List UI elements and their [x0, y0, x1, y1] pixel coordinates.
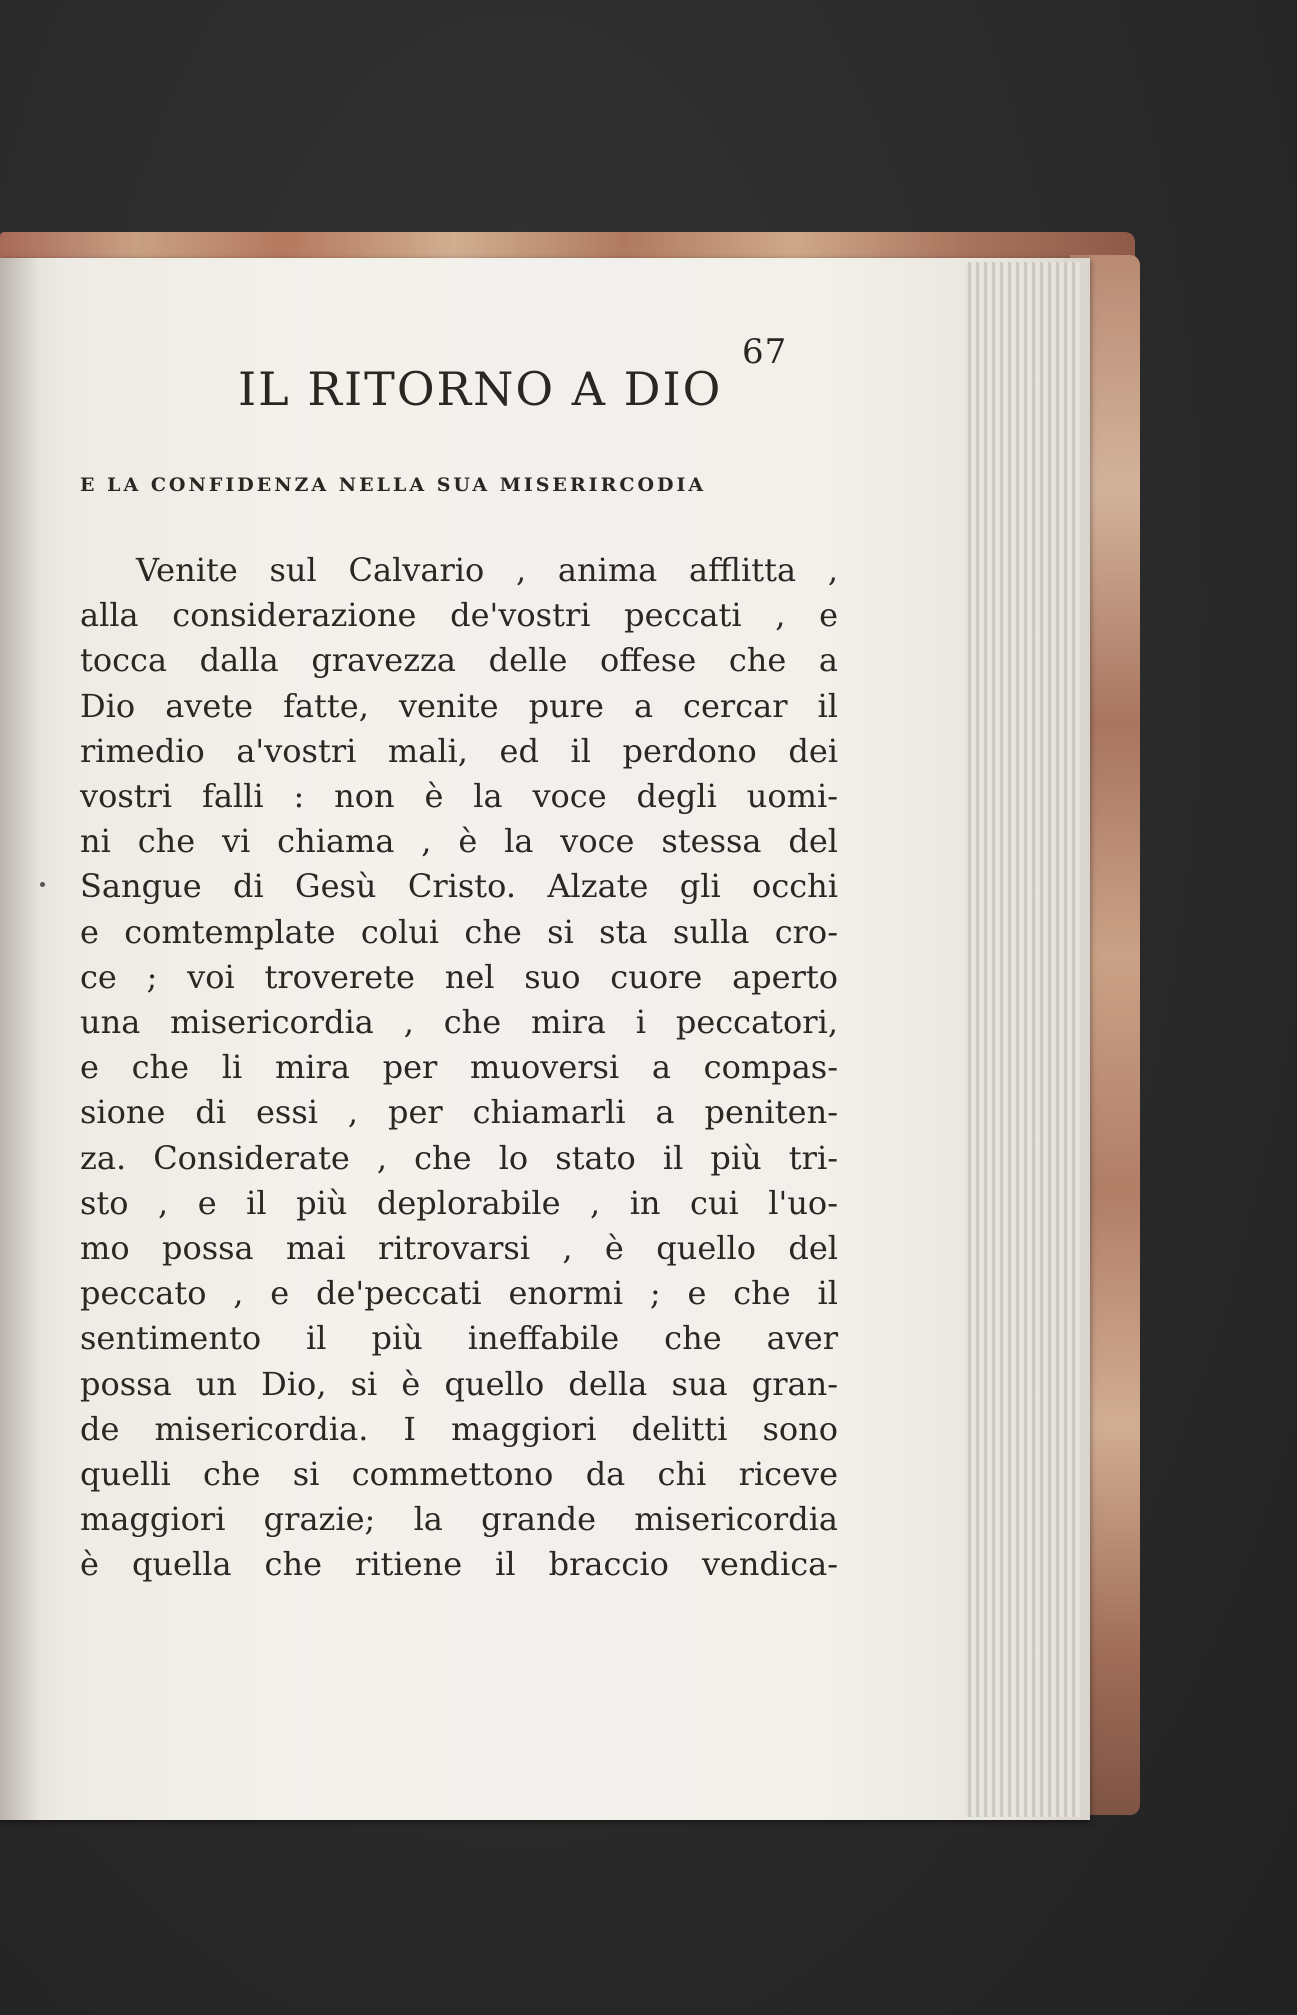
text-line: Sangue di Gesù Cristo. Alzate gli occhi [80, 867, 838, 906]
text-line: ni che vi chiama , è la voce stessa del [80, 822, 838, 861]
text-line: sto , e il più deplorabile , in cui l'uo- [80, 1183, 838, 1222]
text-line: è quella che ritiene il braccio vendica- [80, 1545, 838, 1584]
page-stack-edge [965, 262, 1080, 1817]
chapter-subtitle: E LA CONFIDENZA NELLA SUA MISERIRCODIA [80, 474, 707, 496]
chapter-title: IL RITORNO A DIO [238, 362, 723, 416]
text-line: rimedio a'vostri mali, ed il perdono dei [80, 731, 838, 770]
text-line: ce ; voi troverete nel suo cuore aperto [80, 957, 838, 996]
text-line: vostri falli : non è la voce degli uomi- [80, 777, 838, 816]
text-line: sione di essi , per chiamarli a peniten- [80, 1093, 838, 1132]
page-number: 67 [742, 332, 788, 372]
text-line: e che li mira per muoversi a compas- [80, 1048, 838, 1087]
text-line: maggiori grazie; la grande misericordia [80, 1500, 838, 1539]
text-line: possa un Dio, si è quello della sua gran- [80, 1364, 838, 1403]
text-line: peccato , e de'peccati enormi ; e che il [80, 1274, 838, 1313]
text-line: quelli che si commettono da chi riceve [80, 1455, 838, 1494]
gutter-shadow [0, 258, 40, 1820]
text-line: tocca dalla gravezza delle offese che a [80, 641, 838, 680]
text-line: Venite sul Calvario , anima afflitta , [136, 551, 838, 589]
text-line: mo possa mai ritrovarsi , è quello del [80, 1229, 838, 1268]
text-line: e comtemplate colui che si sta sulla cro- [80, 912, 838, 951]
text-line: za. Considerate , che lo stato il più tri- [80, 1138, 838, 1177]
page-mark [40, 882, 45, 887]
body-text [80, 548, 838, 1588]
text-line: alla considerazione de'vostri peccati , e [80, 596, 838, 635]
text-line: Dio avete fatte, venite pure a cercar il [80, 686, 838, 725]
text-line: de misericordia. I maggiori delitti sono [80, 1409, 838, 1448]
text-line: sentimento il più ineffabile che aver [80, 1319, 838, 1358]
text-line: una misericordia , che mira i peccatori, [80, 1003, 838, 1042]
